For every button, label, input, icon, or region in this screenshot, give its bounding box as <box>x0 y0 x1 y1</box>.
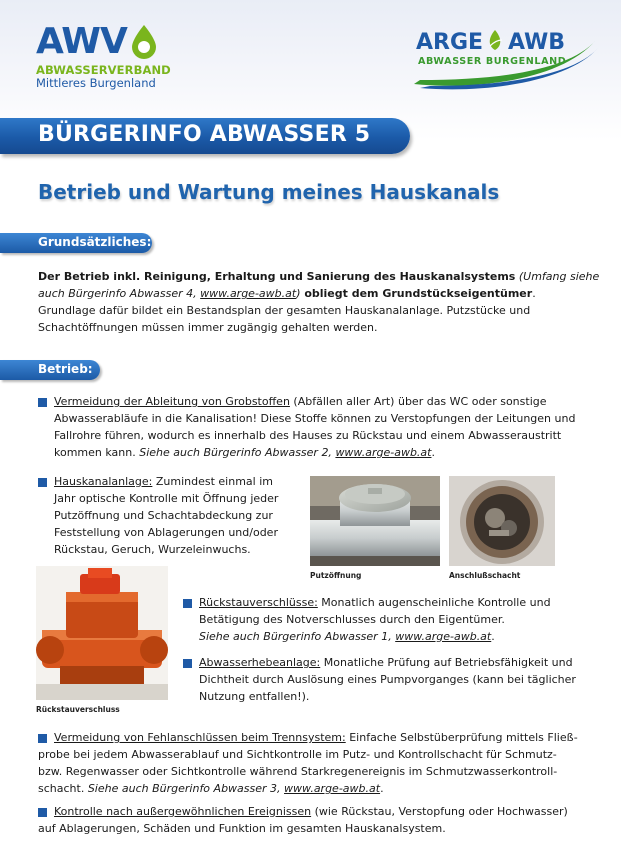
putzoeffnung-photo <box>310 476 440 566</box>
caption-anschlussschacht: Anschlußschacht <box>449 571 521 580</box>
bullet-square-icon <box>38 478 47 487</box>
item-line: Monatlich augenscheinliche Kontrolle und <box>317 596 551 609</box>
item-line: (Abfällen aller Art) über das WC oder sonstige <box>289 395 547 408</box>
bullet-square-icon <box>38 734 47 743</box>
item-hauskanalanlage <box>54 473 304 558</box>
item-line: . <box>491 630 495 643</box>
rueckstauverschluss-photo <box>36 566 168 700</box>
grund-line4: Schachtöffnungen müssen immer zugängig gehalten werden. <box>38 321 378 334</box>
item-line: kommen kann. <box>54 446 140 459</box>
section-heading-text: Grundsätzliches: <box>38 235 152 249</box>
grund-ital-b: auch Bürgerinfo Abwasser 4, <box>38 287 201 300</box>
item-line: bzw. Regenwasser oder Sichtkontrolle während Starkregenereignis im Schmutzwasserkontroll- <box>38 765 558 778</box>
item-line: Jahr optische Kontrolle mit Öffnung jeder <box>54 492 279 505</box>
grund-line3: Grundlage dafür bildet ein Bestandsplan der gesamten Hauskanalanlage. Putzstücke und <box>38 304 531 317</box>
page-title: BÜRGERINFO ABWASSER 5 <box>38 122 371 147</box>
item-rueckstau-label: Rückstauverschlüsse: <box>199 596 318 609</box>
bullet-square-icon <box>183 599 192 608</box>
item-line: Fallrohre führen, wodurch es innerhalb des Hauses zu Rückstau und einem Abwasseraustritt <box>54 429 562 442</box>
item-line: Nutzung entfallen!). <box>199 690 310 703</box>
item-line: schacht. <box>38 782 88 795</box>
section-heading-grundsaetzliches <box>0 233 152 253</box>
item-line: Betätigung des Notverschlusses durch den Eigentümer. <box>199 613 505 626</box>
item-fehlanschluesse <box>38 729 604 797</box>
item-line: auf Ablagerungen, Schäden und Funktion im gesamten Hauskanalsystem. <box>38 822 446 835</box>
anschlussschacht-photo <box>449 476 555 566</box>
page-subtitle: Betrieb und Wartung meines Hauskanals <box>38 180 500 204</box>
caption-putzoeffnung: Putzöffnung <box>310 571 362 580</box>
item-line: Putzöffnung und Schachtabdeckung zur <box>54 509 273 522</box>
arge-link[interactable]: www.arge-awb.at <box>395 630 492 643</box>
item-line: Zumindest einmal im <box>152 475 273 488</box>
item-hebe-label: Abwasserhebeanlage: <box>199 656 321 669</box>
item-kontrolle <box>38 803 604 837</box>
awv-logo-text: AWV <box>36 21 127 62</box>
item-fehl-label: Vermeidung von Fehlanschlüssen beim Trennsystem: <box>54 731 346 744</box>
grund-end: . <box>532 287 536 300</box>
awv-logo <box>36 21 171 90</box>
section-heading-betrieb <box>0 360 100 380</box>
item-grobstoffe-label: Vermeidung der Ableitung von Grobstoffen <box>54 395 290 408</box>
arge-link[interactable]: www.arge-awb.at <box>284 782 381 795</box>
grund-bold-b: obliegt dem Grundstückseigentümer <box>300 287 533 300</box>
item-rueckstauverschluesse <box>199 594 599 645</box>
title-banner <box>0 118 410 154</box>
section-heading-text: Betrieb: <box>38 362 93 376</box>
item-abwasserhebeanlage <box>199 654 599 705</box>
arge-sub: ABWASSER BURGENLAND <box>418 56 567 67</box>
item-line: Dichtheit durch Auslösung eines Pumpvorganges (kann bei täglicher <box>199 673 576 686</box>
bullet-square-icon <box>38 398 47 407</box>
bullet-square-icon <box>183 659 192 668</box>
item-line: Abwasserabläufe in die Kanalisation! Diese Stoffe können zu Verstopfungen der Leitungen und <box>54 412 576 425</box>
caption-rueckstauverschluss: Rückstauverschluss <box>36 705 120 714</box>
item-line: . <box>380 782 384 795</box>
arge-link[interactable]: www.arge-awb.at <box>335 446 432 459</box>
item-ref: Siehe auch Bürgerinfo Abwasser 2, <box>139 446 336 459</box>
awv-logo-line1: ABWASSERVERBAND <box>36 63 171 77</box>
item-ref: Siehe auch Bürgerinfo Abwasser 1, <box>199 630 396 643</box>
arge-link[interactable]: www.arge-awb.at <box>200 287 297 300</box>
item-line: Einfache Selbstüberprüfung mittels Fließ- <box>345 731 578 744</box>
item-line: (wie Rückstau, Verstopfung oder Hochwasser) <box>311 805 568 818</box>
arge-awb-logo <box>410 22 600 92</box>
item-line: . <box>431 446 435 459</box>
arge-word: ARGE <box>416 30 484 55</box>
item-line: probe bei jedem Abwasserablauf und Sichtkontrolle im Putz- und Kontrollschacht für Schmutz- <box>38 748 557 761</box>
item-grobstoffe <box>54 393 604 461</box>
item-line: Rückstau, Geruch, Wurzeleinwuchs. <box>54 543 251 556</box>
grund-ital-a: (Umfang siehe <box>515 270 600 283</box>
item-line: Feststellung von Ablagerungen und/oder <box>54 526 278 539</box>
item-hauskanalanlage-label: Hauskanalanlage: <box>54 475 153 488</box>
grund-paragraph <box>38 268 598 336</box>
awv-logo-line2: Mittleres Burgenland <box>36 76 156 90</box>
water-drop-icon <box>129 24 159 64</box>
item-line: Monatliche Prüfung auf Betriebsfähigkeit und <box>320 656 573 669</box>
grund-bold-a: Der Betrieb inkl. Reinigung, Erhaltung und Sanierung des Hauskanalsystems <box>38 270 516 283</box>
item-kontrolle-label: Kontrolle nach außergewöhnlichen Ereignissen <box>54 805 312 818</box>
grund-ital-c: ) <box>296 287 301 300</box>
awb-word: AWB <box>508 30 566 55</box>
item-ref: Siehe auch Bürgerinfo Abwasser 3, <box>87 782 285 795</box>
bullet-square-icon <box>38 808 47 817</box>
